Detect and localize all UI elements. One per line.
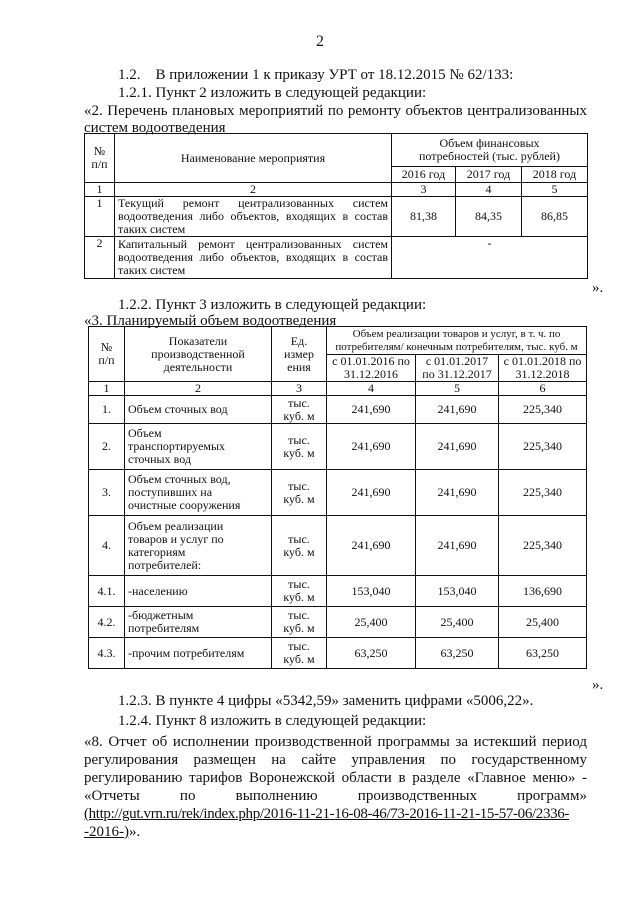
indicator-name: Объем сточных вод (125, 396, 272, 424)
header-sales-volume: Объем реализации товаров и услуг, в т. ч. по потребителям/ конечным потребителям, тыс. куб. м (327, 327, 587, 355)
value-2018: 225,340 (499, 470, 587, 516)
table-row (89, 516, 587, 576)
row-number: 4.2. (89, 607, 125, 638)
column-index: 4 (327, 382, 416, 396)
unit: тыс. куб. м (272, 576, 327, 607)
row-number: 4.1. (89, 576, 125, 607)
table-row (89, 638, 587, 669)
header-period: с 01.01.2016 по 31.12.2016 (327, 355, 416, 382)
unit: тыс. куб. м (272, 424, 327, 470)
value-2016: 25,400 (327, 607, 416, 638)
indicator-name: Объем сточных вод, поступивших на очистные сооружения (125, 470, 272, 516)
value-2016: 241,690 (327, 470, 416, 516)
value-2018: 225,340 (499, 396, 587, 424)
value-2016: 241,690 (327, 424, 416, 470)
item-1-2-1: 1.2.1. Пункт 2 изложить в следующей редакции: (118, 85, 427, 101)
paragraph-8 (84, 733, 587, 841)
wastewater-volume-table (88, 326, 587, 669)
item-1-2-4: 1.2.4. Пункт 8 изложить в следующей редакции: (118, 713, 427, 729)
value-2016: 241,690 (327, 516, 416, 576)
row-number: 2. (89, 424, 125, 470)
value-2018: 86,85 (522, 197, 588, 237)
row-number: 1. (89, 396, 125, 424)
value-2017: 241,690 (416, 396, 499, 424)
table-row (89, 607, 587, 638)
header-activity-name: Наименование мероприятия (115, 134, 392, 183)
unit: тыс. куб. м (272, 516, 327, 576)
section-2-title: «2. Перечень плановых мероприятий по ремонту объектов централизованных (84, 103, 587, 119)
column-index: 2 (115, 183, 392, 197)
value-2018: 25,400 (499, 607, 587, 638)
header-number: № п/п (85, 134, 115, 183)
row-number: 3. (89, 470, 125, 516)
item-1-2-3: 1.2.3. В пункте 4 цифры «5342,59» заменить цифрами «5006,22». (118, 693, 534, 709)
value-2017: 25,400 (416, 607, 499, 638)
header-number: № п/п (89, 327, 125, 382)
value-2018: 225,340 (499, 424, 587, 470)
value-2016: 241,690 (327, 396, 416, 424)
report-link[interactable]: (http://gut.vrn.ru/rek/index.php/2016-11-21-16-08-46/73-2016-11-21-15-57-06/2336- (84, 806, 570, 822)
header-indicators: Показатели производственной деятельности (125, 327, 272, 382)
column-index: 6 (499, 382, 587, 396)
value-2017: 241,690 (416, 424, 499, 470)
header-period: с 01.01.2018 по 31.12.2018 (499, 355, 587, 382)
paragraph-8-line: регулирования размещен на сайте управления по государственному (84, 752, 587, 768)
column-index: 3 (392, 183, 456, 197)
page-number: 2 (316, 33, 324, 50)
activity-name: Капитальный ремонт централизованных систем водоотведения либо объектов, входящих в состав таких систем (115, 237, 392, 279)
indicator-name: -бюджетным потребителям (125, 607, 272, 638)
column-index: 1 (89, 382, 125, 396)
table-row (85, 197, 588, 237)
column-index: 1 (85, 183, 115, 197)
value-2016: 63,250 (327, 638, 416, 669)
column-index: 4 (456, 183, 522, 197)
header-year: 2017 год (456, 167, 522, 183)
row-number: 2 (85, 237, 115, 279)
closing-quote: ». (129, 824, 141, 840)
section-2-title-cont: систем водоотведения (84, 120, 226, 136)
unit: тыс. куб. м (272, 638, 327, 669)
header-year: 2018 год (522, 167, 588, 183)
table-row (89, 470, 587, 516)
report-link-end[interactable]: -2016-) (84, 824, 129, 840)
section-3-title: «3. Планируемый объем водоотведения (84, 313, 337, 329)
unit: тыс. куб. м (272, 607, 327, 638)
activities-table (84, 133, 588, 279)
column-index: 5 (522, 183, 588, 197)
indicator-name: Объем транспортируемых сточных вод (125, 424, 272, 470)
value-2017: 84,35 (456, 197, 522, 237)
column-index: 5 (416, 382, 499, 396)
unit: тыс. куб. м (272, 470, 327, 516)
value-2016: 81,38 (392, 197, 456, 237)
table-row (89, 424, 587, 470)
item-1-2-2: 1.2.2. Пункт 3 изложить в следующей редакции: (118, 297, 427, 313)
closing-quote: ». (592, 677, 604, 693)
merged-values-dash: - (392, 237, 588, 279)
table-row (89, 396, 587, 424)
item-1-2-number: 1.2. (118, 67, 141, 83)
value-2017: 153,040 (416, 576, 499, 607)
paragraph-8-line: «Отчеты по выполнению производственных программ» (84, 788, 587, 804)
value-2018: 136,690 (499, 576, 587, 607)
header-year: 2016 год (392, 167, 456, 183)
table-row (85, 237, 588, 279)
header-period: с 01.01.2017 по 31.12.2017 (416, 355, 499, 382)
indicator-name: -прочим потребителям (125, 638, 272, 669)
value-2017: 63,250 (416, 638, 499, 669)
value-2017: 241,690 (416, 516, 499, 576)
value-2018: 63,250 (499, 638, 587, 669)
indicator-name: -населению (125, 576, 272, 607)
table-row (89, 576, 587, 607)
value-2018: 225,340 (499, 516, 587, 576)
value-2017: 241,690 (416, 470, 499, 516)
paragraph-8-line: «8. Отчет об исполнении производственной программы за истекший период (84, 734, 587, 750)
header-financial-needs: Объем финансовых потребностей (тыс. рублей) (392, 134, 588, 167)
item-1-2-text: В приложении 1 к приказу УРТ от 18.12.2015 № 62/133: (155, 67, 514, 83)
paragraph-8-line: регулированию тарифов Воронежской области в разделе «Главное меню» - (84, 770, 587, 786)
unit: тыс. куб. м (272, 396, 327, 424)
column-index: 3 (272, 382, 327, 396)
header-unit: Ед. измер ения (272, 327, 327, 382)
closing-quote: ». (592, 280, 604, 296)
activity-name: Текущий ремонт централизованных систем водоотведения либо объектов, входящих в состав таких систем (115, 197, 392, 237)
item-1-2 (118, 66, 513, 84)
row-number: 1 (85, 197, 115, 237)
row-number: 4.3. (89, 638, 125, 669)
value-2016: 153,040 (327, 576, 416, 607)
row-number: 4. (89, 516, 125, 576)
column-index: 2 (125, 382, 272, 396)
indicator-name: Объем реализации товаров и услуг по категориям потребителей: (125, 516, 272, 576)
